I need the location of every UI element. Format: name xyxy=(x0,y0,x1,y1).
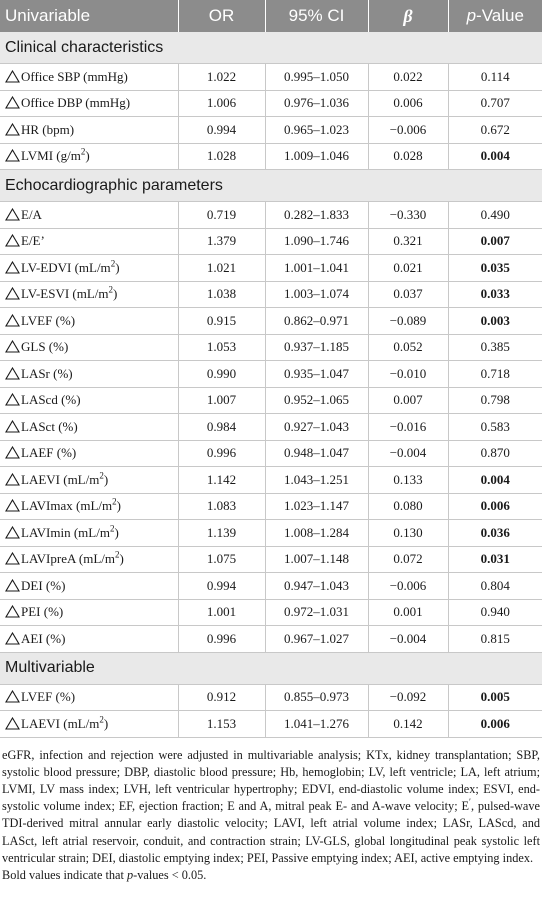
footnote-bold-p: p xyxy=(127,867,134,882)
footnote-text-b: , pulsed-wave TDI-derived mitral annular early diastolic velocity; LAVI, left atrial volume index; LASr, LAScd, and LASct, left atrial reservoir, conduit, and contraction strain; LV-GLS, global longitudinal peak systolic left ventricular strain; DEI, diastolic emptying index; PEI, Passive emptying index; AEI, active emptying index. xyxy=(2,799,540,865)
variable-cell xyxy=(0,546,178,573)
delta-triangle-icon xyxy=(5,473,20,486)
unit-superscript: 2 xyxy=(112,496,117,507)
or-cell: 1.083 xyxy=(178,493,265,520)
p-value-cell: 0.385 xyxy=(448,334,542,361)
beta-cell: −0.330 xyxy=(368,202,448,229)
variable-cell xyxy=(0,143,178,170)
unit-close: ) xyxy=(103,471,109,487)
delta-triangle-icon xyxy=(5,149,20,162)
delta-triangle-icon xyxy=(5,261,20,274)
footnote-abbreviations xyxy=(2,747,540,867)
p-value-cell: 0.005 xyxy=(448,684,542,711)
p-value-cell: 0.004 xyxy=(448,467,542,494)
delta-triangle-icon xyxy=(5,579,20,592)
header-beta: β xyxy=(368,0,448,32)
variable-cell xyxy=(0,361,178,388)
footnote-text-a: eGFR, infection and rejection were adjusted in multivariable analysis; KTx, kidney transplantation; SBP, systolic blood pressure; DBP, diastolic blood pressure; Hb, hemoglobin; LV, left ventricle; LA, left atrium; LVMI, LV mass index; LVH, left ventricular hypertrophy; EDVI, end-diastolic volume index; ESVI, end-systolic volume index; EF, ejection fraction; E and A, mitral peak E- and A-wave velocity; E xyxy=(2,747,540,814)
variable-label: LAVImax (mL/m xyxy=(21,498,113,514)
or-cell: 1.075 xyxy=(178,546,265,573)
table-row xyxy=(0,308,542,335)
or-cell: 0.984 xyxy=(178,414,265,441)
delta-triangle-icon xyxy=(5,605,20,618)
beta-cell: −0.010 xyxy=(368,361,448,388)
ci-cell: 1.090–1.746 xyxy=(265,228,368,255)
p-value-cell: 0.006 xyxy=(448,493,542,520)
or-cell: 1.053 xyxy=(178,334,265,361)
unit-close: ) xyxy=(85,148,90,164)
unit-superscript: 2 xyxy=(115,549,120,560)
variable-cell xyxy=(0,414,178,441)
variable-label: LVEF (%) xyxy=(21,312,76,328)
p-value-cell: 0.583 xyxy=(448,414,542,441)
header-ci: 95% CI xyxy=(265,0,368,32)
unit-close: ) xyxy=(103,715,109,731)
variable-cell xyxy=(0,117,178,144)
delta-triangle-icon xyxy=(5,287,20,300)
ci-cell: 1.007–1.148 xyxy=(265,546,368,573)
or-cell: 1.139 xyxy=(178,520,265,547)
variable-cell xyxy=(0,228,178,255)
or-cell: 1.142 xyxy=(178,467,265,494)
unit-close: ) xyxy=(113,286,118,302)
table-row xyxy=(0,143,542,170)
variable-label: E/E’ xyxy=(21,233,45,249)
delta-triangle-icon xyxy=(5,340,20,353)
table-row xyxy=(0,684,542,711)
delta-triangle-icon xyxy=(5,96,20,109)
section-header-row xyxy=(0,32,542,64)
variable-label: LVEF (%) xyxy=(21,689,76,705)
variable-label: LASr (%) xyxy=(21,365,73,381)
footnote-bold-suffix: -values < 0.05. xyxy=(133,867,207,882)
beta-cell: 0.028 xyxy=(368,143,448,170)
header-or: OR xyxy=(178,0,265,32)
header-univariable: Univariable xyxy=(0,0,178,32)
section-title: Echocardiographic parameters xyxy=(0,170,542,202)
variable-cell xyxy=(0,281,178,308)
delta-triangle-icon xyxy=(5,420,20,433)
p-value-cell: 0.707 xyxy=(448,90,542,117)
unit-superscript: 2 xyxy=(110,258,116,269)
beta-cell: −0.006 xyxy=(368,117,448,144)
beta-cell: 0.007 xyxy=(368,387,448,414)
p-value-cell: 0.033 xyxy=(448,281,542,308)
beta-cell: 0.037 xyxy=(368,281,448,308)
beta-cell: 0.321 xyxy=(368,228,448,255)
or-cell: 1.006 xyxy=(178,90,265,117)
delta-triangle-icon xyxy=(5,446,20,459)
unit-superscript: 2 xyxy=(109,523,115,534)
or-cell: 0.990 xyxy=(178,361,265,388)
ci-cell: 0.937–1.185 xyxy=(265,334,368,361)
table-row xyxy=(0,626,542,653)
variable-label: GLS (%) xyxy=(21,339,69,355)
or-cell: 0.719 xyxy=(178,202,265,229)
ci-cell: 0.927–1.043 xyxy=(265,414,368,441)
table-header-row xyxy=(0,0,542,32)
p-value-cell: 0.031 xyxy=(448,546,542,573)
header-p-value xyxy=(448,0,542,32)
ci-cell: 0.862–0.971 xyxy=(265,308,368,335)
table-row xyxy=(0,414,542,441)
table-row xyxy=(0,520,542,547)
variable-label: LAEVI (mL/m xyxy=(21,715,100,731)
variable-label: LASct (%) xyxy=(21,418,78,434)
p-value-cell: 0.718 xyxy=(448,361,542,388)
ci-cell: 0.952–1.065 xyxy=(265,387,368,414)
variable-label: LAVIpreA (mL/m xyxy=(21,551,115,567)
unit-close: ) xyxy=(119,551,124,567)
beta-cell: 0.080 xyxy=(368,493,448,520)
table-row xyxy=(0,90,542,117)
delta-triangle-icon xyxy=(5,552,20,565)
ci-cell: 1.043–1.251 xyxy=(265,467,368,494)
table-row xyxy=(0,387,542,414)
beta-cell: 0.006 xyxy=(368,90,448,117)
variable-cell xyxy=(0,467,178,494)
beta-cell: 0.133 xyxy=(368,467,448,494)
p-value-cell: 0.036 xyxy=(448,520,542,547)
p-value-cell: 0.870 xyxy=(448,440,542,467)
unit-close: ) xyxy=(116,498,121,514)
variable-cell xyxy=(0,255,178,282)
header-p-italic: p xyxy=(466,6,477,25)
delta-triangle-icon xyxy=(5,123,20,136)
or-cell: 1.038 xyxy=(178,281,265,308)
or-cell: 0.915 xyxy=(178,308,265,335)
beta-cell: 0.001 xyxy=(368,599,448,626)
ci-cell: 0.972–1.031 xyxy=(265,599,368,626)
or-cell: 0.994 xyxy=(178,573,265,600)
p-value-cell: 0.004 xyxy=(448,143,542,170)
variable-cell xyxy=(0,599,178,626)
unit-superscript: 2 xyxy=(99,470,104,481)
beta-cell: −0.006 xyxy=(368,573,448,600)
or-cell: 1.153 xyxy=(178,711,265,738)
table-row xyxy=(0,440,542,467)
variable-label: LV-ESVI (mL/m xyxy=(21,286,109,302)
variable-label: Office SBP (mmHg) xyxy=(21,68,128,84)
delta-triangle-icon xyxy=(5,499,20,512)
table-row xyxy=(0,361,542,388)
table-row xyxy=(0,334,542,361)
or-cell: 0.912 xyxy=(178,684,265,711)
delta-triangle-icon xyxy=(5,632,20,645)
unit-close: ) xyxy=(115,259,120,275)
unit-superscript: 2 xyxy=(99,714,104,725)
delta-triangle-icon xyxy=(5,234,20,247)
table-row xyxy=(0,493,542,520)
beta-cell: 0.142 xyxy=(368,711,448,738)
p-value-cell: 0.006 xyxy=(448,711,542,738)
table-footnotes xyxy=(0,738,542,885)
or-cell: 1.007 xyxy=(178,387,265,414)
variable-label: LAVImin (mL/m xyxy=(21,524,110,540)
variable-label: Office DBP (mmHg) xyxy=(21,95,131,111)
footnote-bold-prefix: Bold values indicate that xyxy=(2,867,127,882)
or-cell: 0.996 xyxy=(178,626,265,653)
or-cell: 1.001 xyxy=(178,599,265,626)
delta-triangle-icon xyxy=(5,70,20,83)
or-cell: 0.996 xyxy=(178,440,265,467)
ci-cell: 0.965–1.023 xyxy=(265,117,368,144)
variable-label: E/A xyxy=(21,206,42,222)
variable-cell xyxy=(0,440,178,467)
section-header-row xyxy=(0,170,542,202)
p-value-cell: 0.672 xyxy=(448,117,542,144)
ci-cell: 1.001–1.041 xyxy=(265,255,368,282)
variable-cell xyxy=(0,684,178,711)
variable-cell xyxy=(0,626,178,653)
ci-cell: 1.003–1.074 xyxy=(265,281,368,308)
ci-cell: 1.041–1.276 xyxy=(265,711,368,738)
variable-label: LV-EDVI (mL/m xyxy=(21,259,111,275)
table-body xyxy=(0,32,542,737)
footnote-bold-note xyxy=(2,867,540,884)
table-row xyxy=(0,255,542,282)
or-cell: 1.021 xyxy=(178,255,265,282)
variable-label: LAScd (%) xyxy=(21,392,81,408)
variable-cell xyxy=(0,387,178,414)
ci-cell: 0.855–0.973 xyxy=(265,684,368,711)
delta-triangle-icon xyxy=(5,526,20,539)
variable-cell xyxy=(0,573,178,600)
variable-cell xyxy=(0,520,178,547)
table-row xyxy=(0,64,542,91)
ci-cell: 1.008–1.284 xyxy=(265,520,368,547)
table-row xyxy=(0,202,542,229)
unit-close: ) xyxy=(114,524,119,540)
header-p-suffix: -Value xyxy=(476,6,524,25)
p-value-cell: 0.114 xyxy=(448,64,542,91)
or-cell: 1.379 xyxy=(178,228,265,255)
table-row xyxy=(0,117,542,144)
variable-label: LVMI (g/m xyxy=(21,148,81,164)
ci-cell: 0.995–1.050 xyxy=(265,64,368,91)
delta-triangle-icon xyxy=(5,314,20,327)
variable-cell xyxy=(0,90,178,117)
beta-cell: 0.072 xyxy=(368,546,448,573)
p-value-cell: 0.003 xyxy=(448,308,542,335)
p-value-cell: 0.940 xyxy=(448,599,542,626)
p-value-cell: 0.490 xyxy=(448,202,542,229)
variable-cell xyxy=(0,64,178,91)
ci-cell: 1.009–1.046 xyxy=(265,143,368,170)
variable-label: AEI (%) xyxy=(21,630,66,646)
beta-cell: 0.021 xyxy=(368,255,448,282)
beta-cell: 0.130 xyxy=(368,520,448,547)
delta-triangle-icon xyxy=(5,393,20,406)
delta-triangle-icon xyxy=(5,208,20,221)
table-row xyxy=(0,228,542,255)
beta-cell: −0.089 xyxy=(368,308,448,335)
table-row xyxy=(0,711,542,738)
section-title: Clinical characteristics xyxy=(0,32,542,64)
variable-cell xyxy=(0,308,178,335)
section-title: Multivariable xyxy=(0,652,542,684)
ci-cell: 0.967–1.027 xyxy=(265,626,368,653)
table-row xyxy=(0,467,542,494)
table-row xyxy=(0,281,542,308)
variable-label: LAEF (%) xyxy=(21,445,77,461)
ci-cell: 0.976–1.036 xyxy=(265,90,368,117)
delta-triangle-icon xyxy=(5,367,20,380)
variable-label: HR (bpm) xyxy=(21,121,75,137)
ci-cell: 0.935–1.047 xyxy=(265,361,368,388)
or-cell: 1.022 xyxy=(178,64,265,91)
unit-superscript: 2 xyxy=(108,284,114,295)
variable-cell xyxy=(0,493,178,520)
variable-label: PEI (%) xyxy=(21,604,64,620)
beta-cell: 0.052 xyxy=(368,334,448,361)
p-value-cell: 0.798 xyxy=(448,387,542,414)
ci-cell: 0.282–1.833 xyxy=(265,202,368,229)
table-row xyxy=(0,573,542,600)
variable-label: DEI (%) xyxy=(21,577,66,593)
section-header-row xyxy=(0,652,542,684)
ci-cell: 0.947–1.043 xyxy=(265,573,368,600)
unit-superscript: 2 xyxy=(80,146,86,157)
table-row xyxy=(0,546,542,573)
ci-cell: 0.948–1.047 xyxy=(265,440,368,467)
beta-cell: −0.092 xyxy=(368,684,448,711)
beta-cell: −0.004 xyxy=(368,626,448,653)
ci-cell: 1.023–1.147 xyxy=(265,493,368,520)
beta-cell: −0.016 xyxy=(368,414,448,441)
variable-label: LAEVI (mL/m xyxy=(21,471,100,487)
variable-cell xyxy=(0,711,178,738)
p-value-cell: 0.804 xyxy=(448,573,542,600)
delta-triangle-icon xyxy=(5,717,20,730)
p-value-cell: 0.815 xyxy=(448,626,542,653)
or-cell: 1.028 xyxy=(178,143,265,170)
beta-cell: −0.004 xyxy=(368,440,448,467)
table-row xyxy=(0,599,542,626)
delta-triangle-icon xyxy=(5,690,20,703)
or-cell: 0.994 xyxy=(178,117,265,144)
p-value-cell: 0.007 xyxy=(448,228,542,255)
variable-cell xyxy=(0,334,178,361)
p-value-cell: 0.035 xyxy=(448,255,542,282)
footnote-prime: ′ xyxy=(468,797,471,808)
beta-cell: 0.022 xyxy=(368,64,448,91)
variable-cell xyxy=(0,202,178,229)
